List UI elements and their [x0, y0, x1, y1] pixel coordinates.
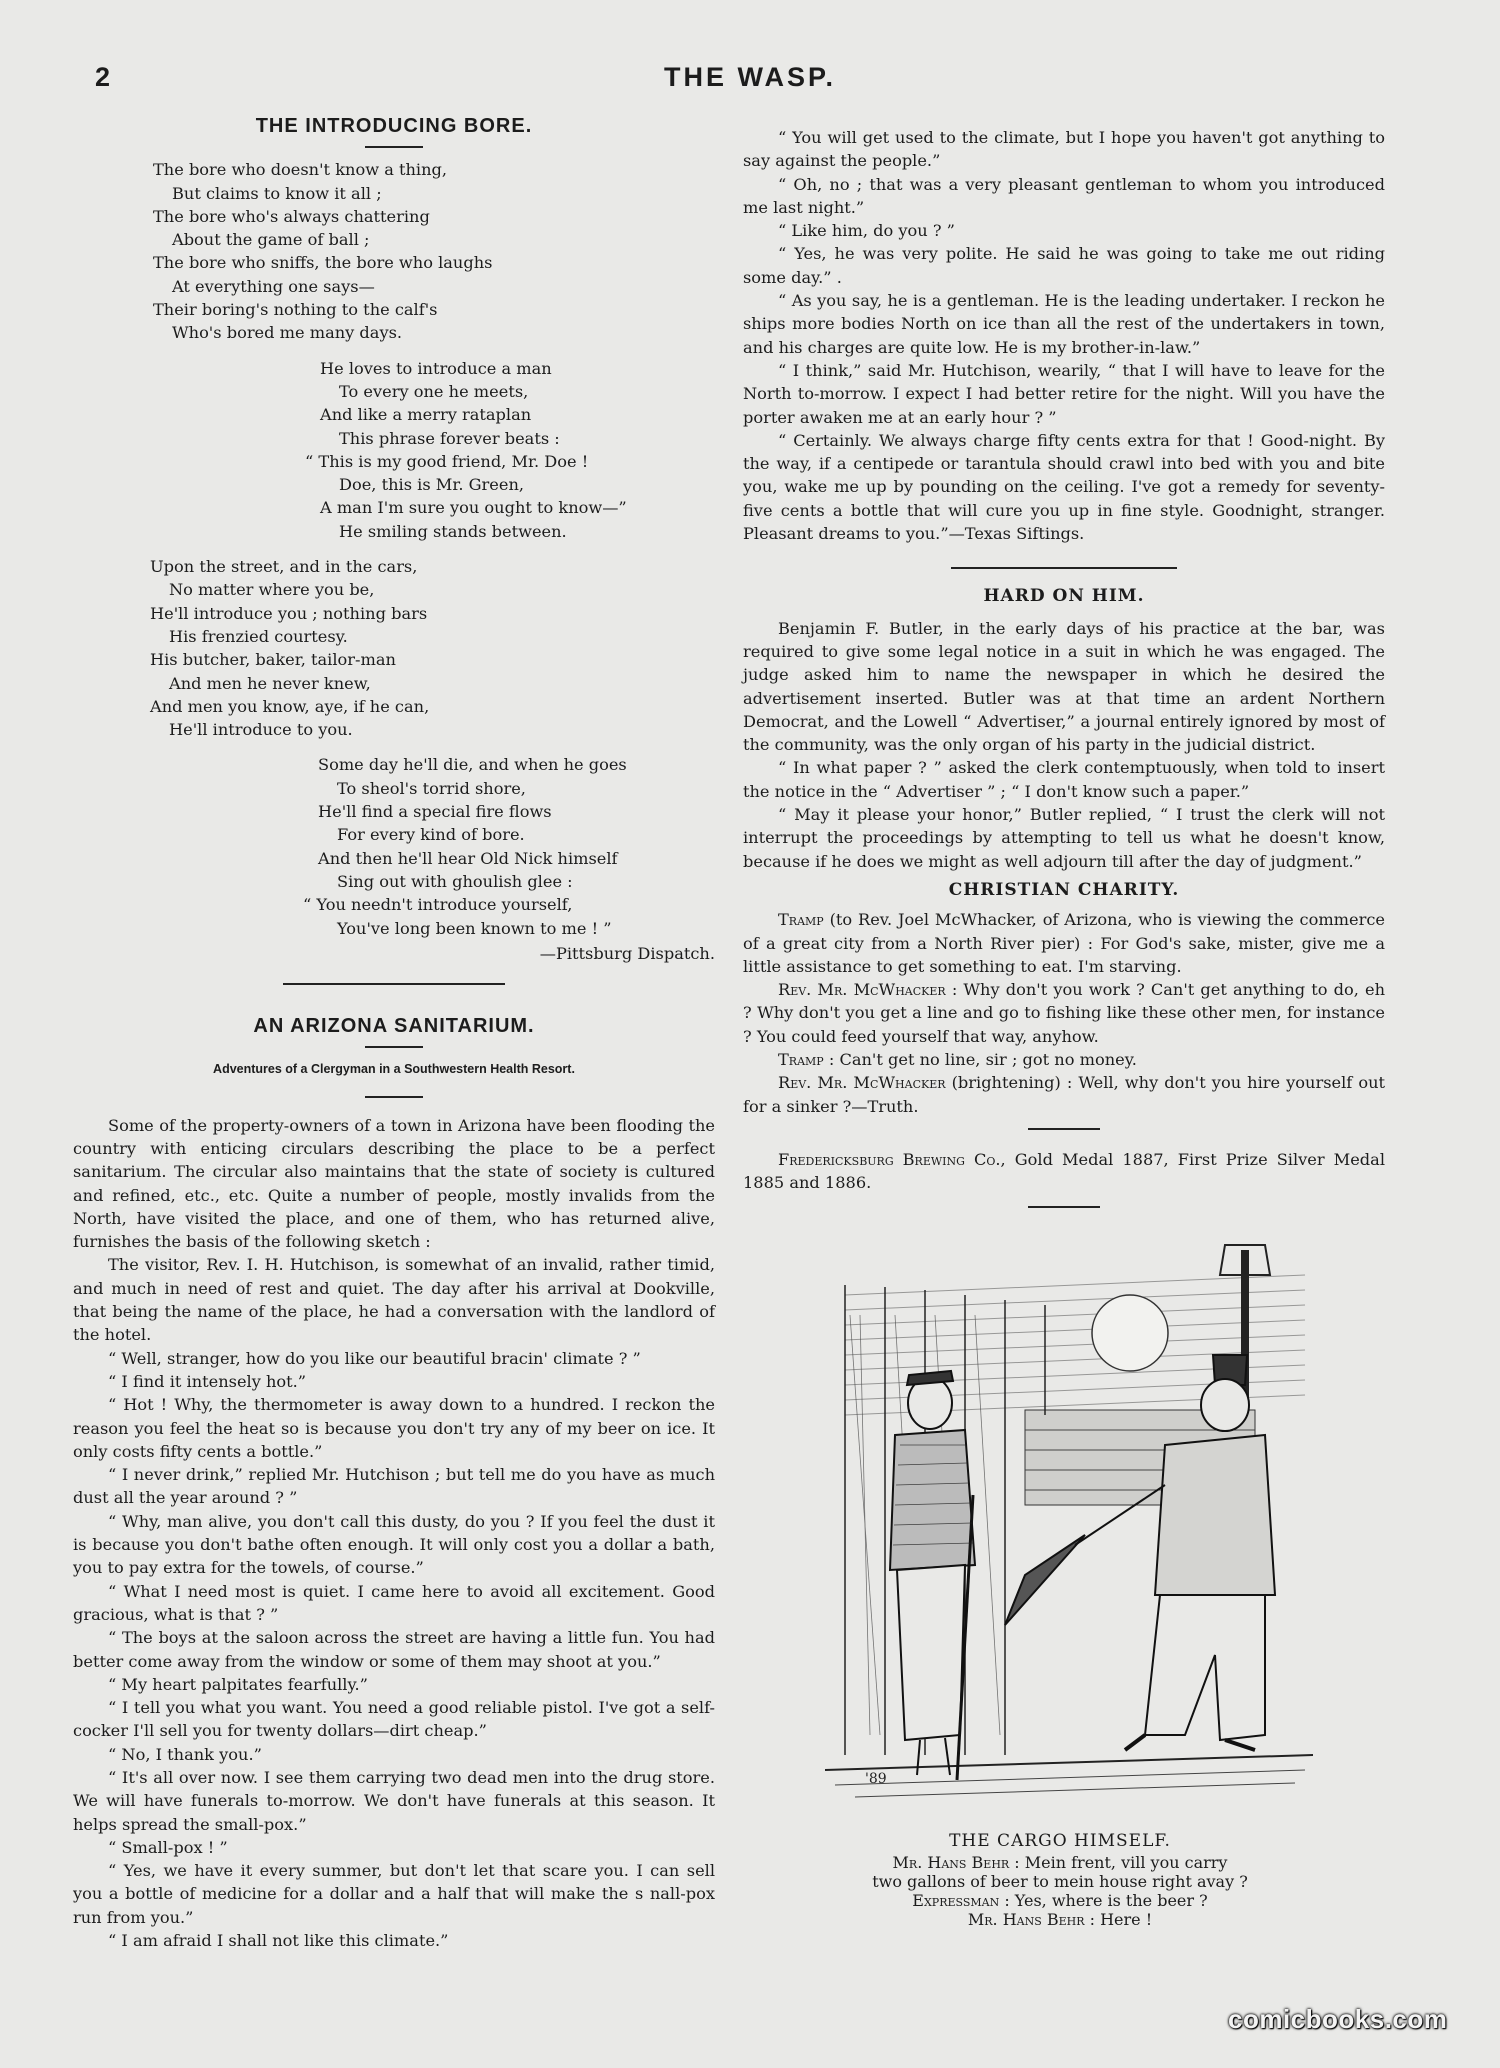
poem-line: Upon the street, and in the cars,	[150, 557, 418, 577]
paragraph: Benjamin F. Butler, in the early days of his practice at the bar, was required to give some legal notice in a suit in which he was engaged. The judge asked him to name the newspaper in which he desired the advertisement inserted. Butler was at that time an ardent Northern Democrat, and the Lowell “ Advertiser,” a journal entirely ignored by most of the community, was the only organ of his party in the judicial district.	[743, 618, 1385, 755]
paragraph: Some of the property-owners of a town in Arizona have been flooding the country with enticing circulars describing the place to be a perfect sanitarium. The circular also maintains that the state of society is cultured and refined, etc., etc. Quite a number of people, mostly invalids from the North, have visited the place, and one of them, who has returned alive, furnishes the basis of the following sketch :	[73, 1115, 715, 1252]
poem-line: His frenzied courtesy.	[169, 626, 348, 646]
poem-stanza	[305, 357, 715, 543]
sanitarium-subtitle: Adventures of a Clergyman in a Southwestern Health Resort.	[213, 1062, 575, 1077]
paragraph: “ I think,” said Mr. Hutchison, wearily, “ that I will have to leave for the North to-morrow. I expect I had better retire for the night. Will you have the porter awaken me at an early hour ? ”	[743, 360, 1385, 427]
dialogue-line	[743, 908, 1385, 978]
dialogue-line	[743, 978, 1385, 1048]
paragraph: “ Yes, he was very polite. He said he was going to take me out riding some day.” .	[743, 244, 1385, 287]
paragraph: “ I never drink,” replied Mr. Hutchison ; but tell me do you have as much dust all the year around ? ”	[73, 1465, 715, 1508]
speaker-name: Tramp	[778, 910, 824, 930]
paragraph: “ As you say, he is a gentleman. He is the leading undertaker. I reckon he ships more bodies North on ice than all the rest of the undertakers in town, and his charges are quite low. He is my brother-in-law.”	[743, 291, 1385, 357]
poem-line: But claims to know it all ;	[172, 183, 382, 203]
caption-line	[800, 1891, 1320, 1910]
poem-line: A man I'm sure you ought to know—”	[320, 498, 627, 518]
paragraph: “ Oh, no ; that was a very pleasant gentleman to whom you introduced me last night.”	[743, 174, 1385, 217]
christian-charity-title: CHRISTIAN CHARITY.	[948, 879, 1180, 900]
caption-text: : Mein frent, vill you carry	[1009, 1853, 1228, 1872]
speaker-name: Mr. Hans Behr	[892, 1853, 1010, 1872]
sanitarium-body	[73, 1114, 715, 1953]
paragraph: “ My heart palpitates fearfully.”	[108, 1674, 368, 1694]
masthead-title: THE WASP.	[663, 62, 837, 92]
poem-line: Doe, this is Mr. Green,	[339, 475, 525, 495]
title-rule	[365, 1046, 423, 1048]
caption-line	[800, 1853, 1320, 1872]
paragraph: “ Well, stranger, how do you like our beautiful bracin' climate ? ”	[108, 1348, 641, 1368]
artist-signature: '89	[865, 1771, 887, 1787]
cartoon-illustration	[825, 1235, 1313, 1805]
speaker-name: Rev. Mr. McWhacker	[778, 980, 946, 1000]
poem-line: Some day he'll die, and when he goes	[318, 755, 627, 775]
poem-line: Their boring's nothing to the calf's	[153, 300, 438, 320]
speaker-name: Tramp	[778, 1049, 824, 1069]
watermark: comicbooks.com	[1228, 2004, 1448, 2034]
section-divider	[283, 983, 505, 985]
poem-line: About the game of ball ;	[172, 230, 370, 250]
poem-line: Sing out with ghoulish glee :	[337, 871, 573, 891]
paragraph: “ Why, man alive, you don't call this dusty, do you ? If you feel the dust it is because you don't bathe often enough. It will only cost you a dollar a bath, you to pay extra for the towels, of course.”	[73, 1511, 715, 1578]
paragraph: “ May it please your honor,” Butler replied, “ I trust the clerk will not interrupt the proceedings by attempting to tell us what he doesn't know, because if he does we might as well adjourn till after the day of judgment.”	[743, 805, 1385, 871]
speaker-name: Rev. Mr. McWhacker	[778, 1073, 946, 1093]
paragraph: “ Yes, we have it every summer, but don't let that scare you. I can sell you a bottle of medicine for a dollar and a half that will make the s nall-pox run from you.”	[73, 1861, 715, 1927]
caption-line	[800, 1910, 1320, 1929]
sanitarium-continued	[743, 126, 1385, 545]
paragraph: The visitor, Rev. I. H. Hutchison, is somewhat of an invalid, rather timid, and much in need of rest and quiet. The day after his arrival at Dookville, that being the name of the place, he had a conversation with the landlord of the hotel.	[73, 1255, 715, 1345]
caption-text: : Here !	[1084, 1910, 1153, 1929]
poem-line: And men you know, aye, if he can,	[150, 696, 430, 716]
paragraph: “ What I need most is quiet. I came here to avoid all excitement. Good gracious, what is that ? ”	[73, 1581, 715, 1624]
dialogue-text: (to Rev. Joel McWhacker, of Arizona, who is viewing the commerce of a great city from a North River pier) : For God's sake, mister, give me a little assistance to get something to eat. I'm starving.	[743, 910, 1385, 976]
sanitarium-title: AN ARIZONA SANITARIUM.	[253, 1015, 535, 1038]
cartoon-caption-lines	[800, 1853, 1320, 1929]
paragraph: “ Small-pox ! ”	[108, 1837, 228, 1857]
paragraph: “ You will get used to the climate, but I hope you haven't got anything to say against the people.”	[743, 128, 1385, 171]
left-column	[73, 115, 715, 1952]
christian-charity-body	[743, 908, 1385, 1118]
poem-stanza	[303, 753, 715, 939]
page-number: 2	[95, 62, 111, 92]
right-column	[743, 126, 1385, 1208]
title-rule	[1028, 1206, 1100, 1208]
paragraph: “ Certainly. We always charge fifty cents extra for that ! Good-night. By the way, if a centipede or tarantula should crawl into bed with you and bite you, wake me up by pounding on the ceiling. I've got a remedy for seventy-five cents a bottle that will cure you up in fine style. Goodnight, stranger. Pleasant dreams to you.”—Texas Siftings.	[743, 430, 1385, 544]
caption-text: : Yes, where is the beer ?	[999, 1891, 1208, 1910]
poem-line: Who's bored me many days.	[172, 323, 403, 343]
dialogue-text: : Can't get no line, sir ; got no money.	[823, 1049, 1137, 1069]
poem-title: THE INTRODUCING BORE.	[255, 115, 533, 137]
paragraph: “ Hot ! Why, the thermometer is away down to a hundred. I reckon the reason you feel the heat so is because you don't try any of my beer on ice. It only costs fifty cents a bottle.”	[73, 1395, 715, 1461]
poem-attribution: —Pittsburg Dispatch.	[539, 943, 715, 963]
dialogue-text: (brightening) : Well, why don't you hire yourself out for a sinker ?—Truth.	[743, 1073, 1385, 1116]
poem-line: He'll introduce to you.	[169, 720, 353, 740]
poem-line: No matter where you be,	[169, 580, 375, 600]
poem-line: He'll find a special fire flows	[318, 802, 552, 822]
dialogue-text: : Why don't you work ? Can't get anything to do, eh ? Why don't you get a line and go to fishing like these other men, for instance ? You could feed yourself that way, anyhow.	[743, 980, 1386, 1046]
title-rule	[365, 146, 423, 148]
paragraph: “ No, I thank you.”	[108, 1744, 262, 1764]
poem-line: And then he'll hear Old Nick himself	[318, 848, 618, 868]
poem-line: He loves to introduce a man	[320, 358, 552, 378]
poem-line: And men he never knew,	[169, 673, 371, 693]
poem-stanza	[150, 555, 715, 741]
poem-line: This phrase forever beats :	[339, 428, 560, 448]
poem-line: The bore who sniffs, the bore who laughs	[153, 253, 493, 273]
advertisement-text: , Gold Medal 1887, First Prize Silver Medal 1885 and 1886.	[743, 1149, 1385, 1193]
advertisement-company: Fredericksburg Brewing Co.	[778, 1149, 1001, 1169]
poem-line: “ You needn't introduce yourself,	[303, 895, 573, 915]
poem-line: You've long been known to me ! ”	[337, 918, 612, 938]
section-divider	[951, 567, 1177, 569]
paragraph: “ In what paper ? ” asked the clerk contemptuously, when told to insert the notice in the “ Advertiser ” ; “ I don't know such a paper.”	[743, 758, 1385, 801]
speaker-name: Expressman	[912, 1891, 1000, 1910]
title-rule	[365, 1096, 423, 1098]
poem-line: He'll introduce you ; nothing bars	[150, 603, 428, 623]
paragraph: “ I am afraid I shall not like this climate.”	[108, 1931, 449, 1951]
poem-line: His butcher, baker, tailor-man	[150, 650, 396, 670]
poem-body	[73, 158, 715, 940]
advertisement	[743, 1148, 1385, 1195]
paragraph: “ I tell you what you want. You need a good reliable pistol. I've got a self-cocker I'll sell you for twenty dollars—dirt cheap.”	[73, 1698, 715, 1741]
dialogue-line	[743, 1071, 1385, 1118]
cartoon-caption-title: THE CARGO HIMSELF.	[949, 1831, 1171, 1851]
poem-line: “ This is my good friend, Mr. Doe !	[305, 451, 589, 471]
paragraph: “ Like him, do you ? ”	[778, 221, 955, 241]
dialogue-line	[743, 1048, 1385, 1071]
cartoon-caption	[800, 1832, 1320, 1929]
poem-line: To sheol's torrid shore,	[337, 778, 526, 798]
poem-line: The bore who's always chattering	[153, 206, 430, 226]
hard-on-him-title: HARD ON HIM.	[983, 586, 1145, 607]
poem-line: He smiling stands between.	[339, 521, 567, 541]
poem-line: And like a merry rataplan	[320, 405, 532, 425]
poem-stanza	[153, 158, 715, 344]
paragraph: “ I find it intensely hot.”	[108, 1371, 307, 1391]
poem-line: To every one he meets,	[339, 381, 529, 401]
moon	[1092, 1295, 1168, 1371]
speaker-name: Mr. Hans Behr	[967, 1910, 1085, 1929]
caption-text: two gallons of beer to mein house right avay ?	[872, 1872, 1248, 1891]
poem-line: At everything one says—	[172, 276, 375, 296]
paragraph: “ The boys at the saloon across the street are having a little fun. You had better come away from the window or some of them may shoot at you.”	[73, 1628, 715, 1671]
title-rule	[1028, 1128, 1100, 1130]
paragraph: “ It's all over now. I see them carrying two dead men into the drug store. We will have funerals to-morrow. We don't have funerals at this season. It helps spread the small-pox.”	[73, 1768, 715, 1834]
hard-on-him-body	[743, 617, 1385, 873]
caption-line	[800, 1872, 1320, 1891]
poem-line: The bore who doesn't know a thing,	[153, 160, 448, 180]
poem-line: For every kind of bore.	[337, 825, 525, 845]
